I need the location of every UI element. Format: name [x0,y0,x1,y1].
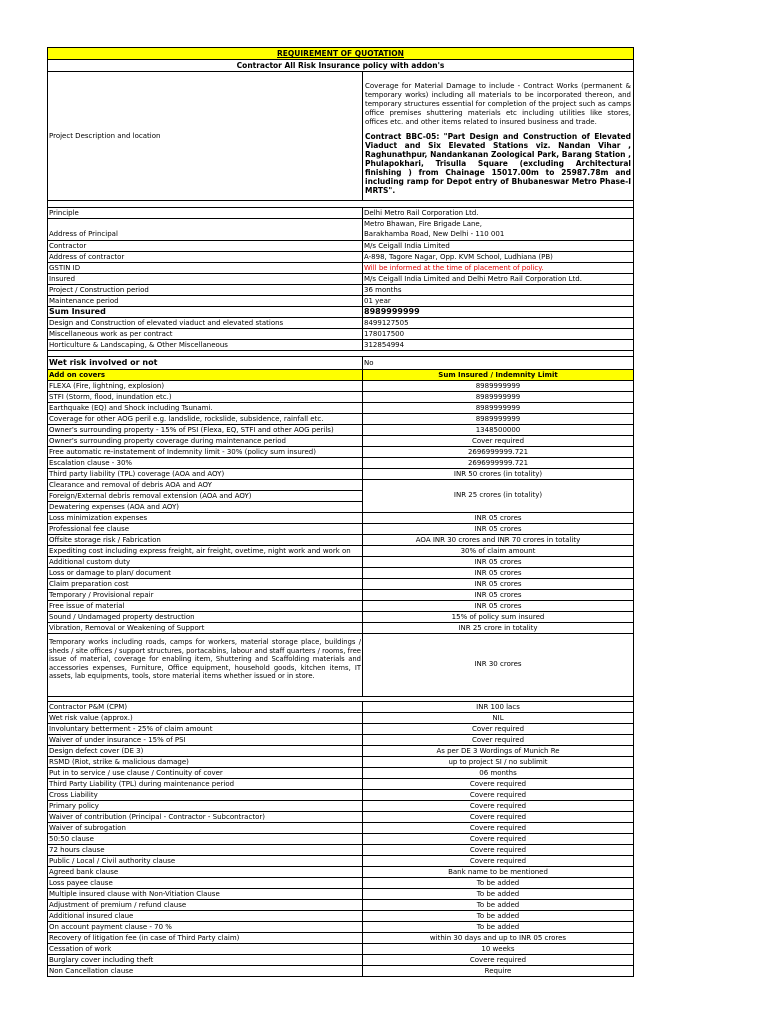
addon-row [47,535,634,546]
detail-row [47,241,634,252]
addon-label: Waiver of under insurance - 15% of PSI [48,735,363,745]
project-description [363,72,633,200]
addon-row [47,546,634,557]
addon-value: 8989999999 [475,415,521,423]
addon-row [47,900,634,911]
addon-value: up to project SI / no sublimit [448,758,548,766]
addon-value: INR 05 crores [474,580,522,588]
addon-row [47,414,634,425]
contract-text: Contract BBC-05: "Part Design and Construction of Elevated Viaduct and Six Elevated Stations viz. Nandan Vihar , Raghunathpur, Nandankanan Zoological Park, Barang Station , Phulapokhari, Trisulla Square (excluding Architectural finishing ) from Chainage 15017.00m to 25987.78m and including ramp for Depot entry of Bhubaneswar Metro Phase-I MRTS". [365,132,631,195]
addon-label: Additional custom duty [48,557,363,567]
addon-row [47,834,634,845]
detail-label: Design and Construction of elevated viaduct and elevated stations [48,318,363,328]
addon-value: within 30 days and up to INR 05 crores [429,934,567,942]
addon-row [47,922,634,933]
addon-value: INR 100 lacs [476,703,520,711]
addon-value: To be added [476,890,520,898]
addon-value: Covere required [469,802,527,810]
address-line: Metro Bhawan, Fire Brigade Lane, [364,220,482,228]
addon-label: FLEXA (Fire, lightning, explosion) [48,381,363,391]
addon-value: Cover required [471,725,525,733]
addon-label: Recovery of litigation fee (in case of Third Party claim) [48,933,363,943]
addons-header-value: Sum Insured / Indemnity Limit [438,371,558,379]
addon-label: 50:50 clause [48,834,363,844]
addon-label: Additional insured claue [48,911,363,921]
addon-value: 8989999999 [475,404,521,412]
addon-value: 06 months [479,769,517,777]
addon-value: To be added [476,912,520,920]
addon-value: Require [484,967,512,975]
detail-label: Principle [48,208,363,218]
detail-value: 178017500 [364,330,405,338]
addon-row [47,790,634,801]
addon-row [47,933,634,944]
addon-value: 1348500000 [475,426,521,434]
addon-label: On account payment clause - 70 % [48,922,363,932]
addon-value: INR 05 crores [474,514,522,522]
addon-row [47,889,634,900]
debris-row [47,480,634,513]
addon-label: Sound / Undamaged property destruction [48,612,363,622]
detail-value: M/s Ceigall India Limited [364,242,450,250]
addon-value: Covere required [469,791,527,799]
addon-label: Third Party Liability (TPL) during maintenance period [48,779,363,789]
detail-label: Address of Principal [48,219,363,240]
addon-value: INR 50 crores (in totality) [453,470,543,478]
addon-label: Third party liability (TPL) coverage (AOA and AOY) [48,469,363,479]
addon-row [47,812,634,823]
detail-label: GSTIN ID [48,263,363,273]
detail-value [363,219,633,240]
addon-value: To be added [476,879,520,887]
addon-label: Public / Local / Civil authority clause [48,856,363,866]
addon-value: Covere required [469,824,527,832]
addon-value: Covere required [469,857,527,865]
addons-list-a [47,381,634,480]
detail-row [47,318,634,329]
addon-label: Primary policy [48,801,363,811]
detail-value: 8989999999 [364,307,420,316]
addon-row [47,458,634,469]
addons-list-b [47,513,634,634]
addon-label: Loss payee clause [48,878,363,888]
detail-label: Insured [48,274,363,284]
detail-row [47,274,634,285]
addon-row [47,878,634,889]
detail-label: Sum Insured [48,307,363,317]
addon-value: 30% of claim amount [460,547,536,555]
addon-value: 2696999999.721 [467,459,529,467]
detail-row [47,296,634,307]
detail-row [47,340,634,351]
addon-label: Non Cancellation clause [48,966,363,976]
addon-row [47,724,634,735]
addons-header-row [47,370,634,381]
addon-label: Cross Liability [48,790,363,800]
addon-row [47,524,634,535]
addon-row [47,601,634,612]
addon-row [47,513,634,524]
addon-row [47,623,634,634]
detail-value: Delhi Metro Rail Corporation Ltd. [364,209,479,217]
addon-value: INR 05 crores [474,602,522,610]
detail-value: 01 year [364,297,391,305]
detail-label: Project / Construction period [48,285,363,295]
addon-label: Free issue of material [48,601,363,611]
addon-value: Cover required [471,437,525,445]
addon-value: 15% of policy sum insured [451,613,545,621]
addon-row [47,867,634,878]
addon-row [47,911,634,922]
coverage-text: Coverage for Material Damage to include - Contract Works (permanent & temporary works) including all materials to be incorporated thereon, and temporary structures essential for completion of the project such as camps office premises shuttering materials etc including utilities like stores, offices etc. and other items related to insured business and trade. [365,82,631,126]
addon-row [47,779,634,790]
addon-label: Loss minimization expenses [48,513,363,523]
addon-value: Covere required [469,835,527,843]
addon-value: To be added [476,901,520,909]
addon-label: Temporary / Provisional repair [48,590,363,600]
addon-row [47,746,634,757]
addon-row [47,392,634,403]
addon-label: Owner's surrounding property - 15% of PSI (Flexa, EQ, STFI and other AOG perils) [48,425,363,435]
quotation-sheet [47,47,634,977]
addon-row [47,768,634,779]
addon-row [47,579,634,590]
detail-row [47,285,634,296]
addon-label: Owner's surrounding property coverage during maintenance period [48,436,363,446]
detail-value: 36 months [364,286,402,294]
addon-row [47,557,634,568]
addon-row [47,944,634,955]
addon-row [47,757,634,768]
address-line: Barakhamba Road, New Delhi - 110 001 [364,230,505,238]
addon-value: 10 weeks [481,945,515,953]
wet-risk-label: Wet risk involved or not [48,357,363,369]
addons-header-label: Add on covers [48,370,363,380]
addon-value: Cover required [471,736,525,744]
addon-row [47,955,634,966]
addon-label: Involuntary betterment - 25% of claim amount [48,724,363,734]
sheet-title: REQUIREMENT OF QUOTATION [47,47,634,59]
wet-risk-value: No [364,359,374,367]
addon-label: Wet risk value (approx.) [48,713,363,723]
sheet-subtitle: Contractor All Risk Insurance policy with addon's [47,59,634,72]
wet-risk-row [47,357,634,370]
addon-label: Waiver of contribution (Principal - Contractor - Subcontractor) [48,812,363,822]
addon-row [47,801,634,812]
addon-label: Put in to service / use clause / Continuity of cover [48,768,363,778]
temporary-works-row [47,634,634,697]
debris-label: Foreign/External debris removal extension (AOA and AOY) [48,491,362,502]
debris-value: INR 25 crores (in totality) [453,491,543,499]
addon-value: AOA INR 30 crores and INR 70 crores in totality [415,536,581,544]
detail-row [47,252,634,263]
addon-row [47,447,634,458]
addon-label: Claim preparation cost [48,579,363,589]
detail-label: Miscellaneous work as per contract [48,329,363,339]
addon-label: Adjustment of premium / refund clause [48,900,363,910]
addon-label: Multiple insured clause with Non-Vitiation Clause [48,889,363,899]
detail-value: A-898, Tagore Nagar, Opp. KVM School, Ludhiana (PB) [364,253,553,261]
debris-label: Clearance and removal of debris AOA and AOY [48,480,362,491]
addon-value: Covere required [469,780,527,788]
debris-label: Dewatering expenses (AOA and AOY) [49,503,180,511]
addon-row [47,590,634,601]
addon-value: 8989999999 [475,382,521,390]
detail-value: 312854994 [364,341,405,349]
addon-label: Earthquake (EQ) and Shock including Tsunami. [48,403,363,413]
detail-label: Maintenance period [48,296,363,306]
addon-label: Loss or damage to plan/ document [48,568,363,578]
addon-label: Escalation clause - 30% [48,458,363,468]
addon-label: RSMD (Riot, strike & malicious damage) [48,757,363,767]
project-label: Project Description and location [48,72,363,200]
addon-label: Expediting cost including express freight, air freight, ovetime, night work and work on [48,546,363,556]
addon-row [47,823,634,834]
addon-row [47,612,634,623]
addon-label: Contractor P&M (CPM) [48,702,363,712]
addon-label: Coverage for other AOG peril e.g. landslide, rockslide, subsidence, rainfall etc. [48,414,363,424]
addon-label: Offsite storage risk / Fabrication [48,535,363,545]
addon-label: STFI (Storm, flood, inundation etc.) [48,392,363,402]
addon-label: Waiver of subrogation [48,823,363,833]
addon-value: 2696999999.721 [467,448,529,456]
addon-value: As per DE 3 Wordings of Munich Re [436,747,560,755]
sum-insured-row [47,307,634,318]
addon-value: Covere required [469,813,527,821]
detail-label: Horticulture & Landscaping, & Other Miscellaneous [48,340,363,350]
addon-label: Cessation of work [48,944,363,954]
addon-value: To be added [476,923,520,931]
addon-row [47,568,634,579]
addon-value: INR 05 crores [474,525,522,533]
spacer-row [47,201,634,208]
detail-row [47,208,634,219]
detail-value: 8499127505 [364,319,409,327]
addon-label: Design defect cover (DE 3) [48,746,363,756]
addon-row [47,436,634,447]
addon-value: 8989999999 [475,393,521,401]
debris-labels [48,480,363,512]
detail-label: Contractor [48,241,363,251]
addon-row [47,381,634,392]
gstin-notice: Will be informed at the time of placement of policy. [364,264,544,272]
addon-value: NIL [492,714,504,722]
addon-label: Professional fee clause [48,524,363,534]
addon-row [47,966,634,977]
addon-row [47,713,634,724]
detail-row [47,219,634,241]
addon-row [47,735,634,746]
addons-list-c [47,702,634,977]
detail-value: M/s Ceigall India Limited and Delhi Metro Rail Corporation Ltd. [364,275,582,283]
addon-value: INR 25 crore in totality [458,624,538,632]
temporary-works-label: Temporary works including roads, camps for workers, material storage place, buildings / sheds / site offices / support structures, portacabins, labour and staff quarters / rooms, free issue of material, coverage for enabling item, Shuttering and Scaffolding materials and accessories expenses, Furniture, Office equipment, household goods, kitchen items, IT assets, lab equipments, tools, store material items whether issued or in store. [48,634,363,696]
addon-label: 72 hours clause [48,845,363,855]
addon-label: Burglary cover including theft [48,955,363,965]
addon-row [47,856,634,867]
project-row [47,72,634,201]
addon-label: Agreed bank clause [48,867,363,877]
addon-label: Free automatic re-instatement of Indemnity limit - 30% (policy sum insured) [48,447,363,457]
addon-value: Bank name to be mentioned [448,868,548,876]
addon-value: Covere required [469,846,527,854]
addon-value: INR 05 crores [474,591,522,599]
addon-row [47,845,634,856]
addon-row [47,702,634,713]
addon-label: Vibration, Removal or Weakening of Support [48,623,363,633]
detail-row [47,263,634,274]
addon-value: INR 05 crores [474,558,522,566]
addon-row [47,469,634,480]
detail-row [47,329,634,340]
addon-value: INR 05 crores [474,569,522,577]
temporary-works-value: INR 30 crores [474,660,522,668]
addon-value: Covere required [469,956,527,964]
addon-row [47,425,634,436]
detail-label: Address of contractor [48,252,363,262]
addon-row [47,403,634,414]
